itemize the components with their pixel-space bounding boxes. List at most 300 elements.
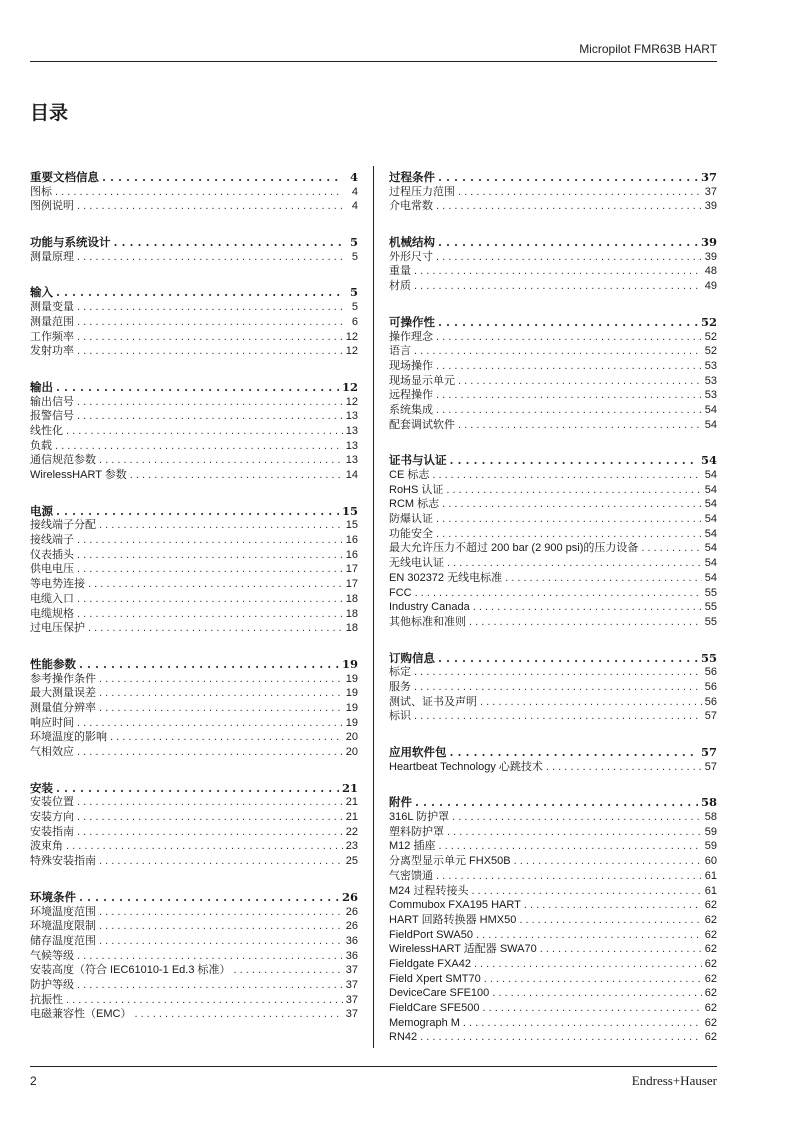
toc-entry[interactable] (30, 993, 358, 1008)
dot-leader (438, 839, 701, 854)
page-number: 49 (704, 280, 717, 293)
toc-entry[interactable] (389, 913, 717, 928)
toc-entry[interactable] (389, 854, 717, 869)
toc-entry[interactable] (389, 839, 717, 854)
toc-entry[interactable] (30, 607, 358, 622)
page-number: 56 (704, 695, 717, 708)
toc-entry[interactable] (389, 185, 717, 200)
toc-section-heading[interactable] (30, 285, 358, 300)
dot-leader (56, 504, 339, 519)
entry-label: 现场显示单元 (389, 374, 455, 387)
entry-label: Industry Canada (389, 601, 470, 614)
dot-leader (480, 695, 702, 710)
toc-entry[interactable] (30, 395, 358, 410)
page-number: 56 (704, 680, 717, 693)
dot-leader (415, 586, 702, 601)
entry-label: Memograph M (389, 1016, 460, 1029)
page-number: 13 (345, 424, 358, 437)
dot-leader (77, 825, 343, 840)
toc-entry[interactable] (389, 810, 717, 825)
toc-entry[interactable] (389, 1016, 717, 1031)
page-number: 37 (345, 1008, 358, 1021)
dot-leader (641, 541, 701, 556)
toc-entry[interactable] (389, 884, 717, 899)
entry-label: RoHS 认证 (389, 483, 444, 496)
entry-label: 气密馈通 (389, 869, 433, 882)
toc-left-column (30, 170, 358, 1043)
dot-leader (88, 621, 343, 636)
toc-section-heading[interactable] (389, 170, 717, 185)
entry-label: 响应时间 (30, 716, 74, 729)
entry-label: 测量范围 (30, 315, 74, 328)
page-number: 53 (704, 389, 717, 402)
dot-leader (540, 942, 702, 957)
dot-leader (99, 905, 343, 920)
toc-entry[interactable] (30, 468, 358, 483)
entry-label: 现场操作 (389, 359, 433, 372)
toc-entry[interactable] (389, 468, 717, 483)
toc-section (389, 170, 717, 214)
dot-leader (114, 235, 344, 250)
page-title: 目录 (30, 102, 69, 124)
page-number: 26 (345, 920, 358, 933)
toc-entry[interactable] (30, 810, 358, 825)
page-number: 48 (704, 265, 717, 278)
dot-leader (77, 533, 343, 548)
page-number: 12 (341, 379, 358, 394)
entry-label: 接线端子分配 (30, 519, 96, 532)
toc-entry[interactable] (389, 680, 717, 695)
toc-section-heading[interactable] (389, 235, 717, 250)
dot-leader (436, 403, 702, 418)
dot-leader (56, 781, 339, 796)
toc-entry[interactable] (389, 972, 717, 987)
toc-section-heading[interactable] (389, 315, 717, 330)
toc-entry[interactable] (30, 672, 358, 687)
toc-entry[interactable] (30, 686, 358, 701)
toc-entry[interactable] (30, 533, 358, 548)
toc-section-heading[interactable] (30, 890, 358, 905)
toc-section-heading[interactable] (30, 235, 358, 250)
page-number: 17 (345, 578, 358, 591)
toc-entry[interactable] (30, 439, 358, 454)
entry-label: 材质 (389, 280, 411, 293)
dot-leader (450, 745, 698, 760)
toc-section-heading[interactable] (30, 504, 358, 519)
toc-entry[interactable] (389, 199, 717, 214)
entry-label: 分离型显示单元 FHX50B (389, 855, 511, 868)
entry-label: M12 插座 (389, 840, 436, 853)
toc-entry[interactable] (389, 898, 717, 913)
page-number: 57 (704, 710, 717, 723)
toc-entry[interactable] (389, 586, 717, 601)
dot-leader (77, 978, 343, 993)
page-number: 55 (704, 601, 717, 614)
section-title: 附件 (389, 795, 412, 810)
page-number: 15 (345, 519, 358, 532)
toc-entry[interactable] (30, 250, 358, 265)
entry-label: 波束角 (30, 840, 63, 853)
toc-entry[interactable] (389, 665, 717, 680)
toc-section-heading[interactable] (30, 781, 358, 796)
toc-entry[interactable] (389, 388, 717, 403)
section-title: 环境条件 (30, 889, 76, 904)
toc-section-heading[interactable] (389, 651, 717, 666)
dot-leader (452, 810, 702, 825)
dot-leader (77, 592, 343, 607)
toc-entry[interactable] (30, 701, 358, 716)
toc-entry[interactable] (389, 986, 717, 1001)
toc-entry[interactable] (30, 730, 358, 745)
toc-entry[interactable] (389, 483, 717, 498)
dot-leader (77, 330, 343, 345)
page-number: 16 (345, 548, 358, 561)
dot-leader (505, 571, 702, 586)
dot-leader (524, 898, 702, 913)
toc-entry[interactable] (389, 928, 717, 943)
entry-label: 电缆入口 (30, 592, 74, 605)
toc-entry[interactable] (389, 1030, 717, 1045)
toc-entry[interactable] (389, 957, 717, 972)
entry-label: 等电势连接 (30, 578, 85, 591)
page-number: 54 (704, 403, 717, 416)
dot-leader (134, 1007, 342, 1022)
dot-leader (88, 577, 343, 592)
toc-entry[interactable] (389, 760, 717, 775)
dot-leader (77, 315, 343, 330)
toc-entry[interactable] (30, 577, 358, 592)
toc-section-heading[interactable] (389, 745, 717, 760)
entry-label: RN42 (389, 1031, 418, 1044)
toc-entry[interactable] (30, 905, 358, 920)
page-number: 54 (704, 498, 717, 511)
entry-label: 最大允许压力不超过 200 bar (2 900 psi)的压力设备 (389, 542, 639, 555)
dot-leader (484, 972, 702, 987)
toc-section-heading[interactable] (389, 453, 717, 468)
page-number: 19 (345, 687, 358, 700)
dot-leader (77, 250, 343, 265)
toc-entry[interactable] (389, 527, 717, 542)
page-number: 18 (345, 607, 358, 620)
toc-entry[interactable] (30, 548, 358, 563)
toc-entry[interactable] (30, 562, 358, 577)
toc-entry[interactable] (30, 424, 358, 439)
page-number: 61 (704, 869, 717, 882)
entry-label: 环境温度范围 (30, 905, 96, 918)
page-number: 37 (345, 978, 358, 991)
toc-entry[interactable] (30, 592, 358, 607)
page-number: 39 (704, 250, 717, 263)
page-number: 62 (704, 928, 717, 941)
dot-leader (414, 680, 702, 695)
dot-leader (436, 512, 702, 527)
toc-entry[interactable] (389, 695, 717, 710)
page-number: 17 (345, 563, 358, 576)
toc-entry[interactable] (30, 978, 358, 993)
toc-entry[interactable] (389, 571, 717, 586)
dot-leader (79, 890, 339, 905)
page-number: 55 (704, 615, 717, 628)
page-number: 62 (704, 987, 717, 1000)
toc-section-heading[interactable] (30, 657, 358, 672)
toc-entry[interactable] (30, 344, 358, 359)
entry-label: HART 回路转换器 HMX50 (389, 913, 517, 926)
toc-entry[interactable] (30, 330, 358, 345)
page-number: 59 (704, 840, 717, 853)
page-number: 57 (700, 745, 717, 759)
dot-leader (438, 315, 698, 330)
dot-leader (414, 709, 702, 724)
toc-entry[interactable] (30, 621, 358, 636)
toc-section (30, 235, 358, 264)
dot-leader (458, 418, 702, 433)
dot-leader (79, 657, 339, 672)
toc-entry[interactable] (30, 825, 358, 840)
toc-section (30, 380, 358, 483)
entry-label: 配套调试软件 (389, 418, 455, 431)
entry-label: 环境温度的影响 (30, 731, 107, 744)
page-number: 13 (345, 439, 358, 452)
page-number: 62 (704, 1031, 717, 1044)
page-number: 21 (341, 780, 358, 795)
section-title: 功能与系统设计 (30, 235, 111, 250)
page-number: 62 (704, 899, 717, 912)
entry-label: 测量变量 (30, 301, 74, 314)
page-number: 37 (345, 964, 358, 977)
section-title: 电源 (30, 503, 53, 518)
page-number: 39 (704, 200, 717, 213)
section-title: 输出 (30, 379, 53, 394)
toc-entry[interactable] (30, 300, 358, 315)
entry-label: 安装方向 (30, 811, 74, 824)
entry-label: 报警信号 (30, 410, 74, 423)
toc-entry[interactable] (389, 1001, 717, 1016)
section-title: 可操作性 (389, 314, 435, 329)
entry-label: WirelessHART 参数 (30, 469, 127, 481)
section-title: 安装 (30, 780, 53, 795)
toc-entry[interactable] (389, 556, 717, 571)
section-title: 证书与认证 (389, 453, 447, 468)
toc-entry[interactable] (389, 279, 717, 294)
page-number: 58 (700, 795, 717, 810)
toc-right-column (389, 170, 717, 1066)
page-number: 26 (341, 889, 358, 904)
toc-entry[interactable] (30, 963, 358, 978)
entry-label: 供电电压 (30, 563, 74, 576)
page-number: 36 (345, 949, 358, 962)
page-number: 19 (341, 656, 358, 671)
toc-section-heading[interactable] (389, 795, 717, 810)
entry-label: WirelessHART 适配器 SWA70 (389, 943, 537, 956)
toc-entry[interactable] (389, 344, 717, 359)
dot-leader (99, 518, 343, 533)
dot-leader (450, 453, 698, 468)
toc-section-heading[interactable] (30, 380, 358, 395)
toc-entry[interactable] (389, 615, 717, 630)
toc-entry[interactable] (30, 934, 358, 949)
toc-entry[interactable] (30, 315, 358, 330)
entry-label: 防护等级 (30, 978, 74, 991)
dot-leader (514, 854, 702, 869)
toc-entry[interactable] (30, 839, 358, 854)
page-number: 5 (349, 285, 358, 300)
dot-leader (436, 330, 702, 345)
toc-section (389, 651, 717, 724)
dot-leader (66, 993, 343, 1008)
toc-entry[interactable] (30, 453, 358, 468)
toc-entry[interactable] (30, 854, 358, 869)
page-number: 18 (345, 592, 358, 605)
toc-entry[interactable] (30, 185, 358, 200)
toc-entry[interactable] (30, 716, 358, 731)
page-number: 16 (345, 534, 358, 547)
toc-entry[interactable] (389, 330, 717, 345)
dot-leader (77, 409, 343, 424)
toc-entry[interactable] (30, 919, 358, 934)
toc-entry[interactable] (389, 497, 717, 512)
toc-entry[interactable] (389, 825, 717, 840)
section-title: 性能参数 (30, 656, 76, 671)
toc-entry[interactable] (30, 409, 358, 424)
toc-entry[interactable] (30, 1007, 358, 1022)
dot-leader (77, 607, 343, 622)
entry-label: 塑料防护罩 (389, 825, 444, 838)
entry-label: M24 过程转接头 (389, 884, 469, 897)
toc-entry[interactable] (389, 869, 717, 884)
entry-label: 操作理念 (389, 330, 433, 343)
entry-label: 标识 (389, 710, 411, 723)
page-number: 19 (345, 701, 358, 714)
page-number: 54 (700, 453, 717, 468)
toc-entry[interactable] (389, 264, 717, 279)
entry-label: FieldCare SFE500 (389, 1002, 480, 1014)
toc-entry[interactable] (389, 403, 717, 418)
dot-leader (99, 854, 343, 869)
dot-leader (414, 344, 702, 359)
toc-section (30, 504, 358, 636)
entry-label: 系统集成 (389, 403, 433, 416)
page-number: 14 (345, 469, 358, 481)
footer-page-number: 2 (30, 1074, 37, 1088)
header-divider (30, 61, 717, 62)
page-number: 61 (704, 884, 717, 897)
toc-entry[interactable] (389, 512, 717, 527)
entry-label: 负载 (30, 439, 52, 452)
toc-section (389, 745, 717, 774)
dot-leader (56, 380, 339, 395)
toc-entry[interactable] (389, 541, 717, 556)
entry-label: 工作频率 (30, 330, 74, 343)
entry-label: RCM 标志 (389, 498, 440, 511)
toc-section (30, 781, 358, 869)
page-number: 5 (351, 301, 358, 314)
dot-leader (519, 913, 701, 928)
dot-leader (432, 468, 701, 483)
page-number: 62 (704, 1016, 717, 1029)
toc-entry[interactable] (30, 745, 358, 760)
page-number: 4 (351, 185, 358, 198)
section-title: 重要文档信息 (30, 170, 99, 184)
toc-entry[interactable] (389, 374, 717, 389)
entry-label: 参考操作条件 (30, 672, 96, 685)
dot-leader (469, 615, 702, 630)
page-number: 56 (704, 666, 717, 679)
entry-label: 接线端子 (30, 534, 74, 547)
entry-label: 气相效应 (30, 746, 74, 758)
page-number: 57 (704, 760, 717, 773)
entry-label: 过电压保护 (30, 622, 85, 635)
page-number: 37 (704, 185, 717, 198)
dot-leader (77, 395, 343, 410)
dot-leader (447, 556, 702, 571)
entry-label: 安装位置 (30, 796, 74, 809)
column-divider (373, 166, 374, 1048)
page-number: 12 (345, 345, 358, 358)
page-number: 5 (351, 250, 358, 263)
page-number: 54 (704, 513, 717, 526)
page-number: 59 (704, 825, 717, 838)
page-number: 25 (345, 855, 358, 868)
dot-leader (55, 185, 343, 200)
toc-entry[interactable] (389, 709, 717, 724)
entry-label: 外形尺寸 (389, 250, 433, 263)
entry-label: 远程操作 (389, 389, 433, 402)
dot-leader (414, 264, 702, 279)
toc-entry[interactable] (389, 250, 717, 265)
page-number: 4 (351, 200, 358, 213)
toc-section (30, 657, 358, 760)
dot-leader (77, 716, 343, 731)
dot-leader (414, 279, 702, 294)
dot-leader (436, 250, 702, 265)
toc-entry[interactable] (30, 199, 358, 214)
page-number: 23 (345, 840, 358, 853)
dot-leader (99, 919, 343, 934)
entry-label: FieldPort SWA50 (389, 928, 473, 941)
page-number: 52 (704, 330, 717, 343)
dot-leader (415, 795, 698, 810)
dot-leader (77, 795, 343, 810)
entry-label: Field Xpert SMT70 (389, 972, 481, 985)
dot-leader (463, 1016, 702, 1031)
toc-section (389, 453, 717, 629)
page-number: 54 (704, 527, 717, 540)
dot-leader (99, 701, 343, 716)
page-number: 54 (704, 542, 717, 555)
toc-entry[interactable] (30, 518, 358, 533)
entry-label: 测量值分辨率 (30, 701, 96, 714)
page-number: 21 (345, 811, 358, 824)
toc-entry[interactable] (389, 600, 717, 615)
toc-entry[interactable] (389, 942, 717, 957)
page-number: 36 (345, 934, 358, 947)
entry-label: 通信规范参数 (30, 454, 96, 467)
toc-entry[interactable] (30, 949, 358, 964)
entry-label: Fieldgate FXA42 (389, 957, 471, 970)
entry-label: 介电常数 (389, 200, 433, 213)
page-number: 62 (704, 972, 717, 985)
entry-label: 储存温度范围 (30, 934, 96, 947)
page-number: 62 (704, 957, 717, 970)
entry-label: EN 302372 无线电标准 (389, 571, 503, 584)
entry-label: 仪表插头 (30, 548, 74, 561)
toc-section-heading[interactable] (30, 170, 358, 185)
toc-entry[interactable] (30, 795, 358, 810)
page-number: 55 (700, 650, 717, 665)
section-title: 过程条件 (389, 170, 435, 184)
toc-entry[interactable] (389, 359, 717, 374)
toc-entry[interactable] (389, 418, 717, 433)
